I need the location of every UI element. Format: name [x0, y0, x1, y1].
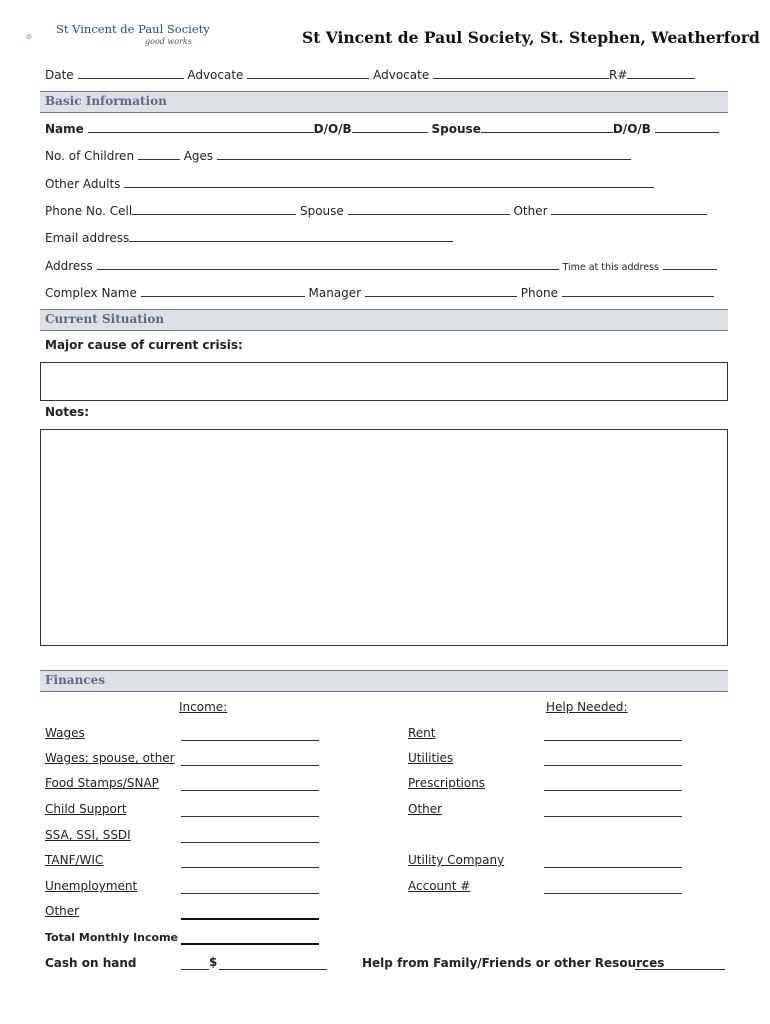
advocate-label-1: Advocate [187, 68, 244, 82]
help-item-field[interactable] [544, 765, 682, 766]
time-at-address-label: Time at this address [562, 262, 659, 273]
children-field[interactable] [138, 148, 180, 160]
section-basic-information [40, 91, 728, 113]
help-item-field[interactable] [544, 790, 682, 791]
ages-field[interactable] [217, 148, 631, 160]
logo-name: St Vincent de Paul Society [56, 22, 210, 36]
phone-spouse-field[interactable] [348, 203, 510, 215]
income-item-field[interactable] [181, 765, 319, 766]
address-field[interactable] [97, 258, 559, 270]
address-label: Address [45, 259, 93, 273]
crisis-label: Major cause of current crisis: [45, 338, 243, 352]
cash-on-hand-label: Cash on hand [45, 956, 137, 970]
income-item-label: Child Support [45, 802, 127, 816]
dob2-field[interactable] [655, 121, 719, 133]
dollar-sign: $ [209, 955, 218, 969]
swirl-logo-icon [26, 20, 60, 54]
other-adults-field[interactable] [124, 176, 654, 188]
phone-cell-label: Phone No. Cell [45, 204, 133, 218]
ages-label: Ages [183, 149, 214, 163]
income-item-field[interactable] [181, 893, 319, 894]
help-item-label: Utilities [408, 751, 454, 765]
page-title: St Vincent de Paul Society, St. Stephen, Weatherford [302, 28, 760, 47]
help-family-field[interactable] [635, 969, 725, 970]
income-item-label: Food Stamps/SNAP [45, 776, 159, 790]
help-needed-header: Help Needed: [546, 700, 628, 714]
advocate-field-2[interactable] [433, 67, 609, 79]
help-item-label: Prescriptions [408, 776, 486, 790]
phone2-field[interactable] [562, 285, 714, 297]
section-title: Finances [45, 673, 105, 687]
help-item-field[interactable] [544, 893, 682, 894]
advocate-field-1[interactable] [247, 67, 369, 79]
income-item-label: TANF/WIC [45, 853, 104, 867]
name-field[interactable] [88, 121, 314, 133]
phone2-label: Phone [520, 286, 558, 300]
phone-cell-field[interactable] [132, 203, 296, 215]
complex-label: Complex Name [45, 286, 137, 300]
notes-textbox[interactable] [40, 429, 728, 646]
income-item-label: SSA, SSI, SSDI [45, 828, 131, 842]
help-item-field[interactable] [544, 867, 682, 868]
income-item-field[interactable] [181, 740, 319, 741]
manager-field[interactable] [365, 285, 517, 297]
income-header: Income: [179, 700, 228, 714]
row-children [45, 148, 631, 163]
row-address [45, 258, 717, 273]
section-title: Current Situation [45, 312, 165, 326]
top-row [45, 67, 695, 82]
manager-label: Manager [308, 286, 362, 300]
time-at-address-field[interactable] [663, 260, 717, 270]
logo-tagline: good works [145, 37, 192, 46]
r-number-field[interactable] [627, 67, 695, 79]
dob2-label: D/O/B [612, 122, 651, 136]
phone-other-field[interactable] [551, 203, 707, 215]
income-item-label: Wages [45, 726, 85, 740]
income-item-label: Other [45, 904, 80, 918]
income-item-field[interactable] [181, 918, 319, 920]
cash-on-hand-field[interactable] [219, 969, 327, 970]
children-label: No. of Children [45, 149, 135, 163]
name-label: Name [45, 122, 84, 136]
help-item-field[interactable] [544, 816, 682, 817]
crisis-textbox[interactable] [40, 362, 728, 401]
row-phone [45, 203, 707, 218]
total-income-field[interactable] [181, 943, 319, 945]
dob-field[interactable] [352, 121, 428, 133]
help-item-label: Other [408, 802, 443, 816]
help-item-field[interactable] [544, 740, 682, 741]
total-income-label: Total Monthly Income [45, 931, 178, 944]
income-item-field[interactable] [181, 842, 319, 843]
cash-prefix-blank [181, 969, 209, 970]
income-item-label: Wages: spouse, other [45, 751, 175, 765]
complex-field[interactable] [141, 285, 305, 297]
phone-other-label: Other [513, 204, 548, 218]
spouse-label: Spouse [431, 122, 481, 136]
row-email [45, 230, 453, 245]
r-number-label: R# [609, 68, 628, 82]
spouse-field[interactable] [481, 121, 613, 133]
row-other-adults [45, 176, 654, 191]
notes-label: Notes: [45, 405, 90, 419]
row-complex [45, 285, 714, 300]
income-item-label: Unemployment [45, 879, 138, 893]
help-family-label: Help from Family/Friends or other Resources [362, 956, 665, 970]
section-current-situation [40, 309, 728, 331]
date-label: Date [45, 68, 74, 82]
section-title: Basic Information [45, 94, 167, 108]
help-item-label: Rent [408, 726, 436, 740]
other-adults-label: Other Adults [45, 177, 121, 191]
help-item-label: Account # [408, 879, 471, 893]
advocate-label-2: Advocate [373, 68, 430, 82]
date-field[interactable] [78, 67, 184, 79]
phone-spouse-label: Spouse [299, 204, 344, 218]
help-item-label: Utility Company [408, 853, 505, 867]
row-name [45, 121, 719, 136]
income-item-field[interactable] [181, 867, 319, 868]
dob-label: D/O/B [313, 122, 352, 136]
email-label: Email address [45, 231, 130, 245]
section-finances [40, 670, 728, 692]
income-item-field[interactable] [181, 816, 319, 817]
email-field[interactable] [129, 230, 453, 242]
income-item-field[interactable] [181, 790, 319, 791]
